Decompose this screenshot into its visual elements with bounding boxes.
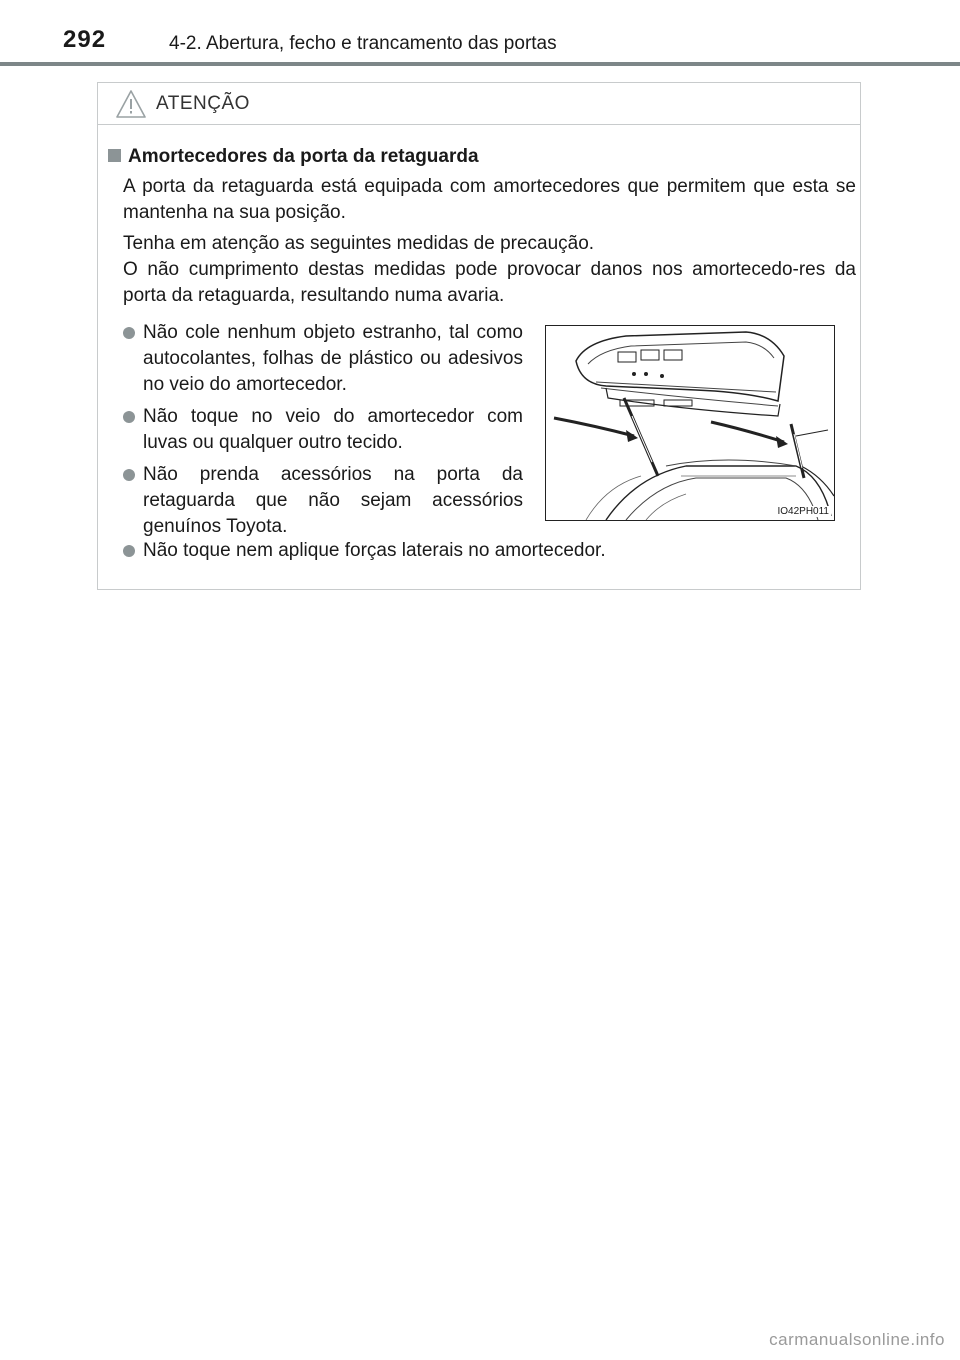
figure-code: IO42PH011: [777, 506, 829, 517]
list-item: [123, 462, 523, 540]
list-item: [123, 320, 523, 398]
page-number: 292: [63, 26, 107, 53]
subsection-heading: [108, 146, 479, 168]
tailgate-drawing: [546, 326, 834, 520]
watermark: carmanualsonline.info: [769, 1330, 945, 1349]
header-divider: [0, 62, 960, 66]
paragraph-consequence: O não cumprimento destas medidas pode provocar danos nos amortecedo-res da porta da retaguarda, resultando numa avaria.: [123, 259, 856, 306]
page-header: [0, 0, 960, 70]
square-bullet-icon: [108, 149, 121, 162]
tailgate-damper-illustration: [545, 325, 835, 521]
bullet-dot-icon: [123, 469, 135, 481]
bullet-dot-icon: [123, 327, 135, 339]
paragraph-intro: A porta da retaguarda está equipada com amortecedores que permitem que esta se mantenha na sua posição.: [123, 176, 856, 223]
section-title: 4-2. Abertura, fecho e trancamento das portas: [169, 33, 557, 54]
list-item: [123, 404, 523, 456]
bullet-dot-icon: [123, 545, 135, 557]
list-item-text: Não prenda acessórios na porta da retaguarda que não sejam acessórios genuínos Toyota.: [143, 464, 523, 537]
warning-triangle-icon: [115, 89, 147, 119]
warning-header: [98, 83, 860, 125]
paragraph-precaution: Tenha em atenção as seguintes medidas de precaução.: [123, 233, 595, 254]
list-item-text: Não toque nem aplique forças laterais no amortecedor.: [143, 540, 606, 561]
bullet-dot-icon: [123, 411, 135, 423]
subsection-heading-text: Amortecedores da porta da retaguarda: [128, 146, 479, 167]
list-item-text: Não toque no veio do amortecedor com luvas ou qualquer outro tecido.: [143, 406, 523, 453]
warning-label: ATENÇÃO: [156, 93, 250, 114]
list-item: [123, 538, 873, 564]
warning-box: [97, 82, 861, 590]
precaution-list: [123, 320, 523, 546]
list-item-text: Não cole nenhum objeto estranho, tal como autocolantes, folhas de plástico ou adesivos no veio do amortecedor.: [143, 322, 523, 395]
